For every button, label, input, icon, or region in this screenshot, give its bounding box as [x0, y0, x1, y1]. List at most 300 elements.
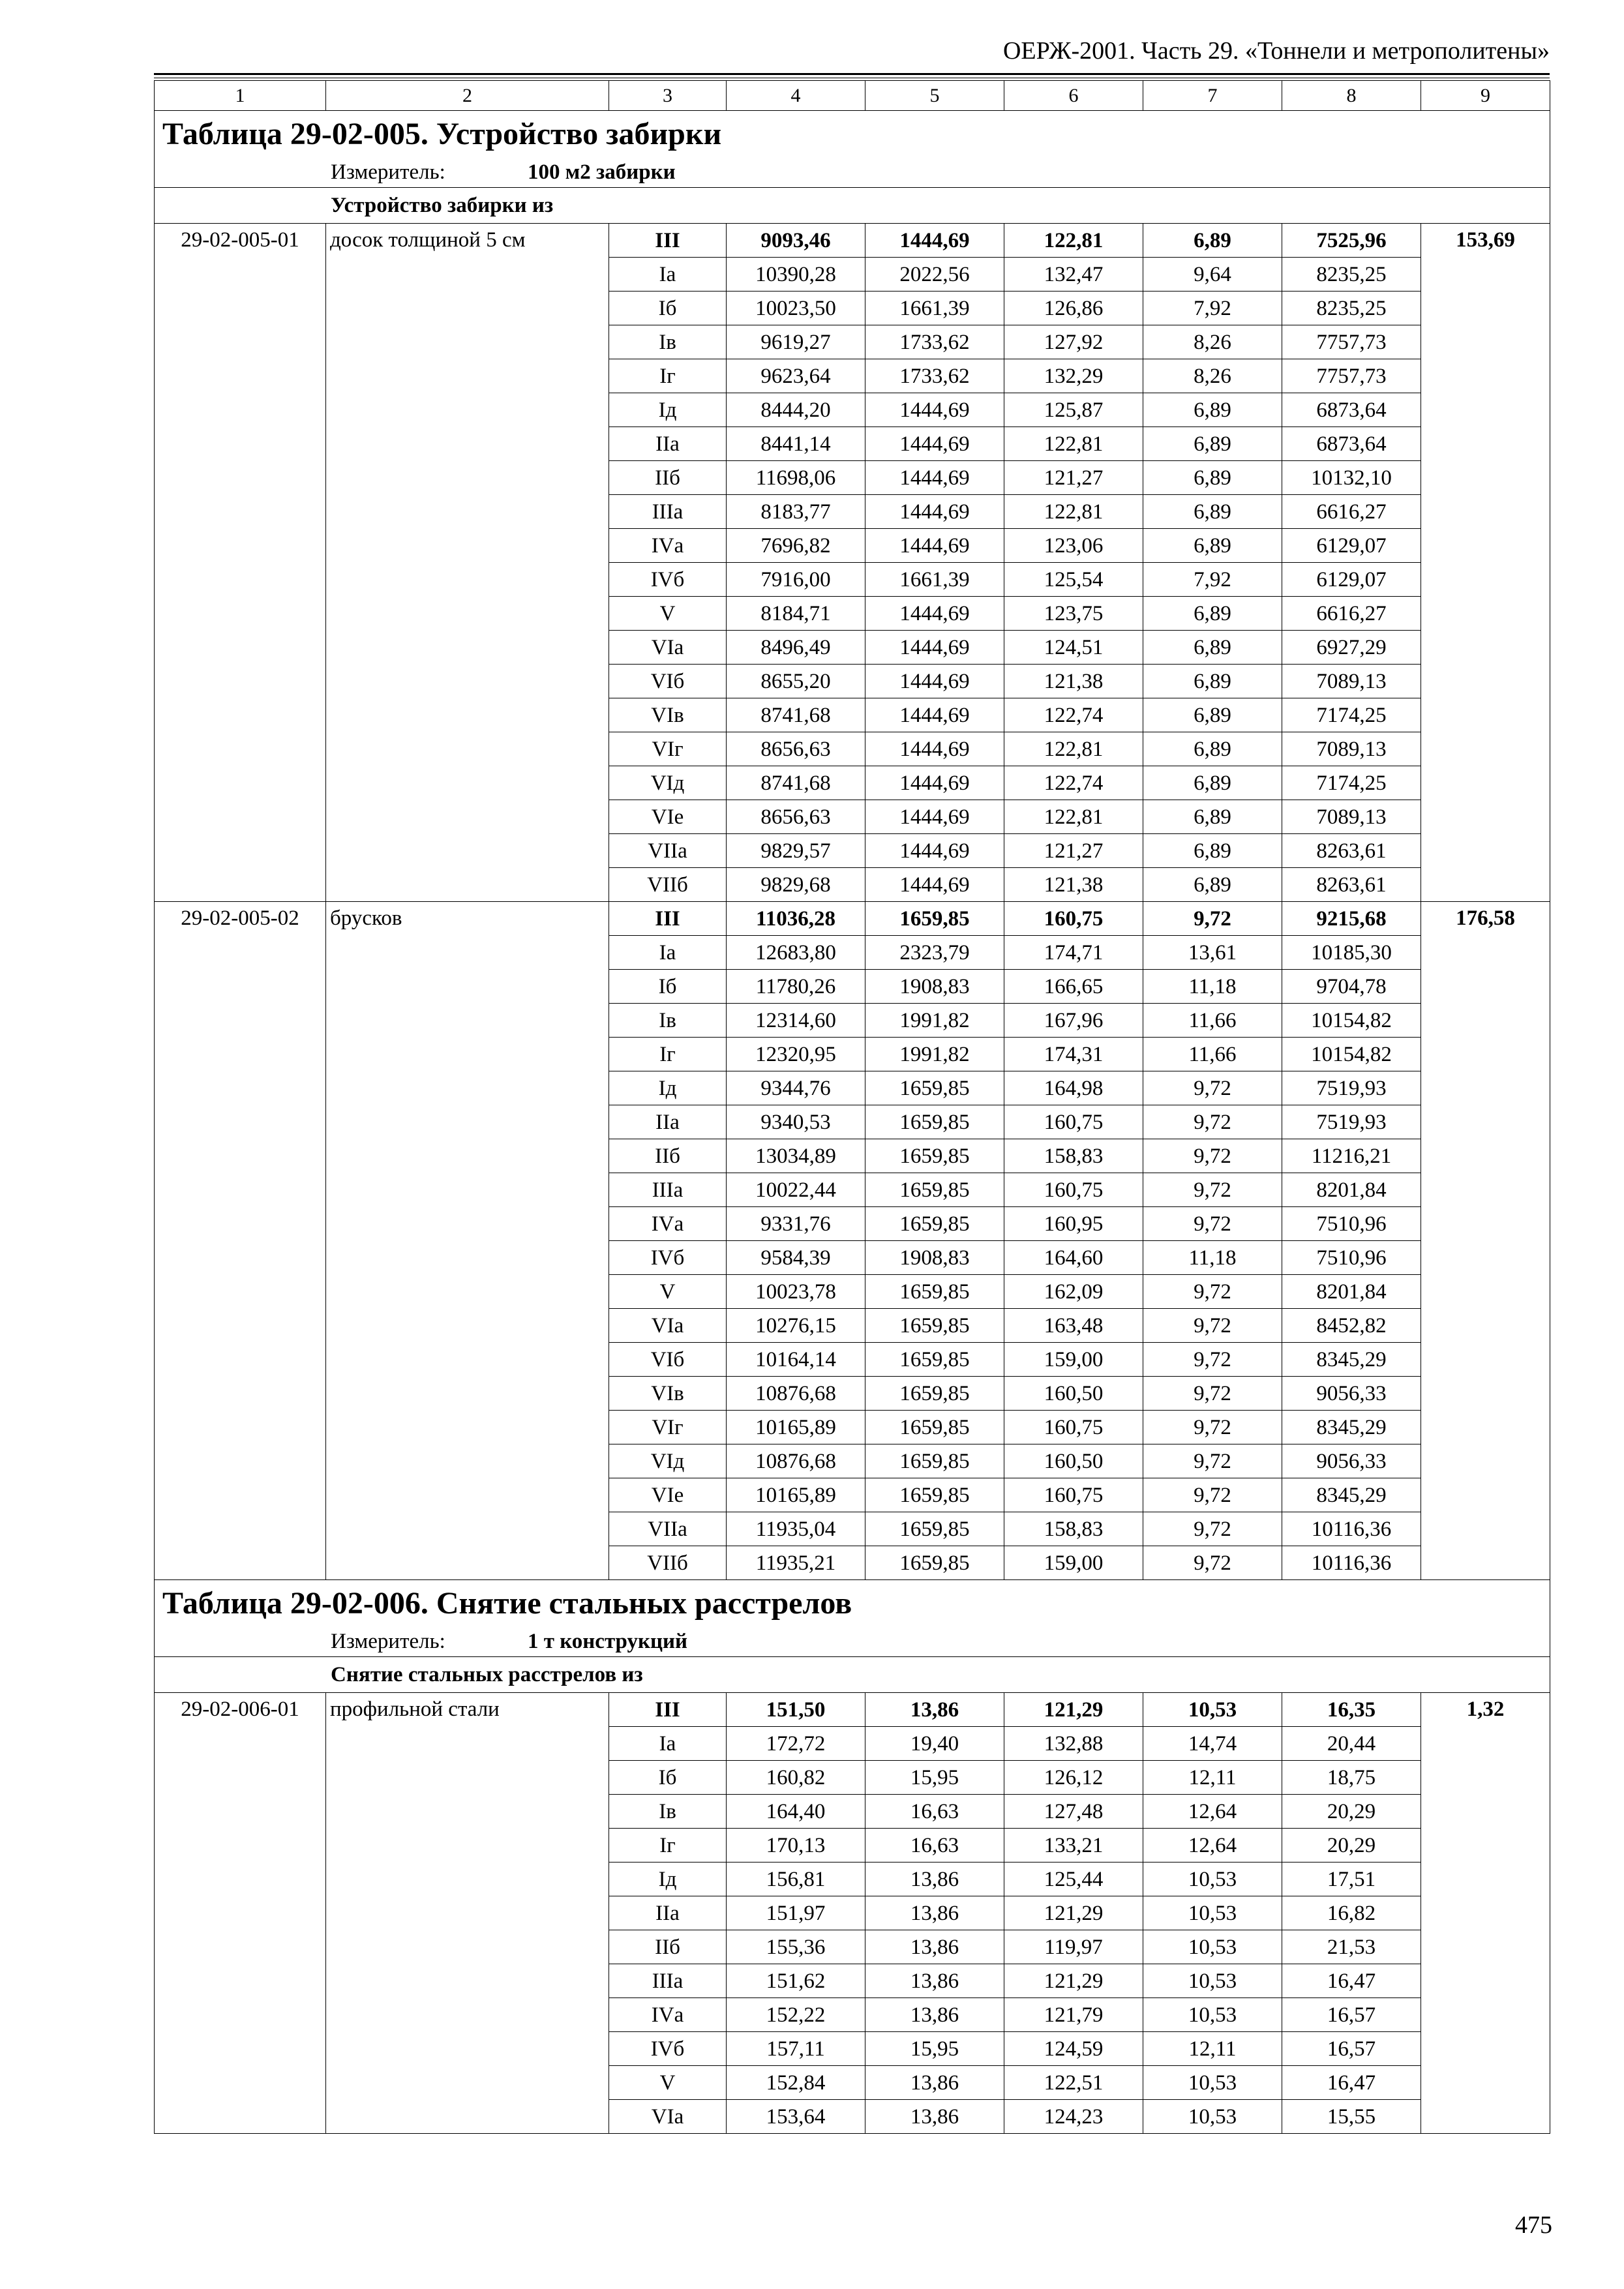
- value-cell: 1659,85: [865, 1173, 1004, 1207]
- value-cell: 1444,69: [865, 224, 1004, 258]
- value-cell: 6,89: [1143, 665, 1282, 698]
- region-cell: Iа: [609, 258, 727, 292]
- section-row: [155, 1657, 1550, 1693]
- value-cell: 122,74: [1004, 698, 1143, 732]
- value-cell: 122,81: [1004, 732, 1143, 766]
- value-cell: 133,21: [1004, 1829, 1143, 1863]
- value-cell: 9,72: [1143, 1512, 1282, 1546]
- value-cell: 124,59: [1004, 2032, 1143, 2066]
- value-cell: 10,53: [1143, 1998, 1282, 2032]
- table-title: Таблица 29-02-005. Устройство забирки: [155, 111, 1550, 157]
- value-cell: 172,72: [727, 1727, 865, 1761]
- value-cell: 166,65: [1004, 970, 1143, 1004]
- section-cell: [155, 188, 1550, 224]
- value-cell: 157,11: [727, 2032, 865, 2066]
- value-cell: 10876,68: [727, 1377, 865, 1411]
- region-cell: VIе: [609, 800, 727, 834]
- value-cell: 1444,69: [865, 834, 1004, 868]
- region-cell: IIIа: [609, 1173, 727, 1207]
- section-row: [155, 188, 1550, 224]
- value-cell: 167,96: [1004, 1004, 1143, 1038]
- value-cell: 10154,82: [1282, 1038, 1421, 1071]
- value-cell: 13,86: [865, 1896, 1004, 1930]
- value-cell: 11,66: [1143, 1004, 1282, 1038]
- measure-cell: [155, 157, 1550, 188]
- value-cell: 7525,96: [1282, 224, 1421, 258]
- value-cell: 1908,83: [865, 970, 1004, 1004]
- column-number: 5: [865, 81, 1004, 111]
- value-cell: 10165,89: [727, 1478, 865, 1512]
- region-cell: VIг: [609, 732, 727, 766]
- value-cell: 6,89: [1143, 868, 1282, 902]
- value-cell: 164,60: [1004, 1241, 1143, 1275]
- value-cell: 13,86: [865, 1863, 1004, 1896]
- value-cell: 7,92: [1143, 563, 1282, 597]
- table-title: Таблица 29-02-006. Снятие стальных расстрелов: [155, 1580, 1550, 1626]
- value-cell: 1659,85: [865, 1411, 1004, 1444]
- region-cell: Iа: [609, 1727, 727, 1761]
- value-cell: 12,64: [1143, 1829, 1282, 1863]
- value-cell: 6,89: [1143, 224, 1282, 258]
- value-cell: 164,40: [727, 1795, 865, 1829]
- value-cell: 8345,29: [1282, 1343, 1421, 1377]
- value-cell: 1733,62: [865, 325, 1004, 359]
- value-cell: 6616,27: [1282, 495, 1421, 529]
- value-cell: 7089,13: [1282, 732, 1421, 766]
- value-cell: 12314,60: [727, 1004, 865, 1038]
- region-cell: IVб: [609, 563, 727, 597]
- value-cell: 1444,69: [865, 529, 1004, 563]
- value-cell: 13034,89: [727, 1139, 865, 1173]
- value-cell: 6,89: [1143, 732, 1282, 766]
- value-cell: 9,72: [1143, 1071, 1282, 1105]
- value-cell: 18,75: [1282, 1761, 1421, 1795]
- region-cell: III: [609, 902, 727, 936]
- value-cell: 126,86: [1004, 292, 1143, 325]
- value-cell: 132,88: [1004, 1727, 1143, 1761]
- region-cell: VIг: [609, 1411, 727, 1444]
- value-cell: 125,44: [1004, 1863, 1143, 1896]
- rate-code: 29-02-005-01: [155, 224, 326, 902]
- region-cell: IIб: [609, 1139, 727, 1173]
- value-cell: 11698,06: [727, 461, 865, 495]
- value-cell: 9,72: [1143, 1411, 1282, 1444]
- value-cell: 19,40: [865, 1727, 1004, 1761]
- region-cell: Iд: [609, 1071, 727, 1105]
- value-cell: 151,97: [727, 1896, 865, 1930]
- value-cell: 6,89: [1143, 529, 1282, 563]
- value-cell: 20,29: [1282, 1829, 1421, 1863]
- value-cell: 10,53: [1143, 2100, 1282, 2134]
- column-number: 4: [727, 81, 865, 111]
- value-cell: 8655,20: [727, 665, 865, 698]
- value-cell: 8441,14: [727, 427, 865, 461]
- value-cell: 8,26: [1143, 325, 1282, 359]
- value-cell: 7174,25: [1282, 698, 1421, 732]
- value-cell: 10023,78: [727, 1275, 865, 1309]
- value-cell: 10116,36: [1282, 1512, 1421, 1546]
- region-cell: Iа: [609, 936, 727, 970]
- measure-label: Измеритель:: [331, 1629, 445, 1653]
- value-cell: 6,89: [1143, 461, 1282, 495]
- region-cell: VIIб: [609, 1546, 727, 1580]
- value-cell: 121,27: [1004, 461, 1143, 495]
- value-cell: 6,89: [1143, 631, 1282, 665]
- value-cell: 9623,64: [727, 359, 865, 393]
- region-cell: VIб: [609, 665, 727, 698]
- region-cell: IVа: [609, 1998, 727, 2032]
- value-cell: 9,72: [1143, 1207, 1282, 1241]
- rate-code: 29-02-006-01: [155, 1693, 326, 2134]
- value-cell: 10,53: [1143, 2066, 1282, 2100]
- value-cell: 160,75: [1004, 1411, 1143, 1444]
- value-cell: 7510,96: [1282, 1207, 1421, 1241]
- value-cell: 160,82: [727, 1761, 865, 1795]
- value-cell: 156,81: [727, 1863, 865, 1896]
- column-number: 2: [326, 81, 609, 111]
- region-cell: IIа: [609, 1105, 727, 1139]
- value-cell: 160,50: [1004, 1377, 1143, 1411]
- value-cell: 10,53: [1143, 1930, 1282, 1964]
- value-cell: 1659,85: [865, 1377, 1004, 1411]
- value-cell: 1659,85: [865, 1139, 1004, 1173]
- value-cell: 9,72: [1143, 1139, 1282, 1173]
- value-cell: 13,86: [865, 1998, 1004, 2032]
- value-cell: 121,27: [1004, 834, 1143, 868]
- value-cell: 7519,93: [1282, 1071, 1421, 1105]
- value-cell: 170,13: [727, 1829, 865, 1863]
- region-cell: Iв: [609, 1795, 727, 1829]
- value-cell: 8656,63: [727, 800, 865, 834]
- value-cell: 8184,71: [727, 597, 865, 631]
- value-cell: 12,64: [1143, 1795, 1282, 1829]
- column-number: 7: [1143, 81, 1282, 111]
- value-cell: 125,87: [1004, 393, 1143, 427]
- table-row: [155, 1693, 1550, 1727]
- value-cell: 11,18: [1143, 1241, 1282, 1275]
- value-cell: 152,22: [727, 1998, 865, 2032]
- value-cell: 10,53: [1143, 1964, 1282, 1998]
- value-cell: 2022,56: [865, 258, 1004, 292]
- value-cell: 160,95: [1004, 1207, 1143, 1241]
- value-cell: 123,75: [1004, 597, 1143, 631]
- value-cell: 1444,69: [865, 868, 1004, 902]
- value-cell: 127,92: [1004, 325, 1143, 359]
- value-cell: 1661,39: [865, 292, 1004, 325]
- work-name: профильной стали: [326, 1693, 609, 2134]
- region-cell: V: [609, 597, 727, 631]
- region-cell: Iд: [609, 393, 727, 427]
- value-cell: 15,55: [1282, 2100, 1421, 2134]
- value-cell: 8201,84: [1282, 1173, 1421, 1207]
- value-cell: 10116,36: [1282, 1546, 1421, 1580]
- value-cell: 10876,68: [727, 1444, 865, 1478]
- region-cell: Iб: [609, 970, 727, 1004]
- value-cell: 9619,27: [727, 325, 865, 359]
- table-body: [155, 81, 1550, 2134]
- value-cell: 13,86: [865, 2100, 1004, 2134]
- column-number-row: [155, 81, 1550, 111]
- value-cell: 21,53: [1282, 1930, 1421, 1964]
- value-cell: 12,11: [1143, 1761, 1282, 1795]
- region-cell: Iв: [609, 325, 727, 359]
- region-cell: III: [609, 1693, 727, 1727]
- region-cell: IVб: [609, 1241, 727, 1275]
- table-title-row: [155, 1580, 1550, 1626]
- value-cell: 122,81: [1004, 800, 1143, 834]
- value-cell: 10185,30: [1282, 936, 1421, 970]
- value-cell: 9340,53: [727, 1105, 865, 1139]
- value-cell: 164,98: [1004, 1071, 1143, 1105]
- region-cell: VIе: [609, 1478, 727, 1512]
- value-cell: 1659,85: [865, 1512, 1004, 1546]
- value-cell: 174,31: [1004, 1038, 1143, 1071]
- value-cell: 6927,29: [1282, 631, 1421, 665]
- header-rule: [154, 73, 1550, 75]
- value-cell: 122,81: [1004, 224, 1143, 258]
- region-cell: VIд: [609, 766, 727, 800]
- value-cell: 155,36: [727, 1930, 865, 1964]
- value-cell: 7757,73: [1282, 325, 1421, 359]
- region-cell: VIа: [609, 631, 727, 665]
- value-cell: 7174,25: [1282, 766, 1421, 800]
- region-cell: III: [609, 224, 727, 258]
- value-cell: 10,53: [1143, 1693, 1282, 1727]
- value-cell: 10154,82: [1282, 1004, 1421, 1038]
- labor-cost-cell: 1,32: [1421, 1693, 1550, 2134]
- page-number: 475: [1515, 2211, 1552, 2239]
- value-cell: 126,12: [1004, 1761, 1143, 1795]
- value-cell: 16,82: [1282, 1896, 1421, 1930]
- value-cell: 8452,82: [1282, 1309, 1421, 1343]
- value-cell: 1661,39: [865, 563, 1004, 597]
- value-cell: 1444,69: [865, 766, 1004, 800]
- region-cell: IIIа: [609, 495, 727, 529]
- value-cell: 16,35: [1282, 1693, 1421, 1727]
- value-cell: 11935,21: [727, 1546, 865, 1580]
- value-cell: 7916,00: [727, 563, 865, 597]
- measure-label: Измеритель:: [331, 160, 445, 184]
- value-cell: 9,72: [1143, 1478, 1282, 1512]
- value-cell: 1444,69: [865, 800, 1004, 834]
- value-cell: 7,92: [1143, 292, 1282, 325]
- value-cell: 160,50: [1004, 1444, 1143, 1478]
- value-cell: 12683,80: [727, 936, 865, 970]
- value-cell: 9215,68: [1282, 902, 1421, 936]
- measure-row: [155, 157, 1550, 188]
- value-cell: 1659,85: [865, 902, 1004, 936]
- value-cell: 9,72: [1143, 1377, 1282, 1411]
- value-cell: 121,38: [1004, 665, 1143, 698]
- value-cell: 119,97: [1004, 1930, 1143, 1964]
- value-cell: 6,89: [1143, 495, 1282, 529]
- region-cell: VIIа: [609, 1512, 727, 1546]
- value-cell: 14,74: [1143, 1727, 1282, 1761]
- value-cell: 1659,85: [865, 1546, 1004, 1580]
- value-cell: 9,72: [1143, 1444, 1282, 1478]
- value-cell: 10132,10: [1282, 461, 1421, 495]
- labor-cost-cell: 176,58: [1421, 902, 1550, 1580]
- region-cell: VIв: [609, 1377, 727, 1411]
- value-cell: 1444,69: [865, 427, 1004, 461]
- value-cell: 8235,25: [1282, 258, 1421, 292]
- value-cell: 9,64: [1143, 258, 1282, 292]
- value-cell: 7696,82: [727, 529, 865, 563]
- value-cell: 6873,64: [1282, 427, 1421, 461]
- value-cell: 121,29: [1004, 1896, 1143, 1930]
- table-title-row: [155, 111, 1550, 157]
- value-cell: 8,26: [1143, 359, 1282, 393]
- value-cell: 1991,82: [865, 1004, 1004, 1038]
- region-cell: VIд: [609, 1444, 727, 1478]
- region-cell: VIа: [609, 1309, 727, 1343]
- value-cell: 122,51: [1004, 2066, 1143, 2100]
- value-cell: 162,09: [1004, 1275, 1143, 1309]
- section-cell: [155, 1657, 1550, 1693]
- value-cell: 6129,07: [1282, 529, 1421, 563]
- value-cell: 20,44: [1282, 1727, 1421, 1761]
- table-row: [155, 224, 1550, 258]
- value-cell: 8444,20: [727, 393, 865, 427]
- region-cell: IVа: [609, 529, 727, 563]
- value-cell: 9056,33: [1282, 1444, 1421, 1478]
- value-cell: 20,29: [1282, 1795, 1421, 1829]
- value-cell: 1659,85: [865, 1071, 1004, 1105]
- value-cell: 9584,39: [727, 1241, 865, 1275]
- region-cell: VIIа: [609, 834, 727, 868]
- value-cell: 11216,21: [1282, 1139, 1421, 1173]
- value-cell: 125,54: [1004, 563, 1143, 597]
- value-cell: 163,48: [1004, 1309, 1143, 1343]
- value-cell: 1444,69: [865, 698, 1004, 732]
- value-cell: 10,53: [1143, 1896, 1282, 1930]
- value-cell: 10023,50: [727, 292, 865, 325]
- value-cell: 151,50: [727, 1693, 865, 1727]
- value-cell: 16,57: [1282, 1998, 1421, 2032]
- value-cell: 10164,14: [727, 1343, 865, 1377]
- value-cell: 8183,77: [727, 495, 865, 529]
- column-number: 1: [155, 81, 326, 111]
- value-cell: 9344,76: [727, 1071, 865, 1105]
- value-cell: 160,75: [1004, 1478, 1143, 1512]
- value-cell: 1659,85: [865, 1343, 1004, 1377]
- value-cell: 9093,46: [727, 224, 865, 258]
- value-cell: 127,48: [1004, 1795, 1143, 1829]
- labor-cost-cell: 153,69: [1421, 224, 1550, 902]
- value-cell: 16,47: [1282, 2066, 1421, 2100]
- value-cell: 1444,69: [865, 597, 1004, 631]
- value-cell: 122,81: [1004, 427, 1143, 461]
- value-cell: 6616,27: [1282, 597, 1421, 631]
- value-cell: 1444,69: [865, 461, 1004, 495]
- value-cell: 152,84: [727, 2066, 865, 2100]
- value-cell: 7519,93: [1282, 1105, 1421, 1139]
- value-cell: 7510,96: [1282, 1241, 1421, 1275]
- value-cell: 17,51: [1282, 1863, 1421, 1896]
- value-cell: 10022,44: [727, 1173, 865, 1207]
- value-cell: 8496,49: [727, 631, 865, 665]
- value-cell: 13,61: [1143, 936, 1282, 970]
- value-cell: 15,95: [865, 2032, 1004, 2066]
- value-cell: 2323,79: [865, 936, 1004, 970]
- value-cell: 121,29: [1004, 1693, 1143, 1727]
- value-cell: 8741,68: [727, 698, 865, 732]
- value-cell: 8345,29: [1282, 1411, 1421, 1444]
- work-name: досок толщиной 5 см: [326, 224, 609, 902]
- value-cell: 159,00: [1004, 1546, 1143, 1580]
- value-cell: 1444,69: [865, 732, 1004, 766]
- value-cell: 12320,95: [727, 1038, 865, 1071]
- region-cell: IIIа: [609, 1964, 727, 1998]
- value-cell: 7757,73: [1282, 359, 1421, 393]
- value-cell: 151,62: [727, 1964, 865, 1998]
- value-cell: 1659,85: [865, 1444, 1004, 1478]
- region-cell: Iг: [609, 359, 727, 393]
- value-cell: 122,74: [1004, 766, 1143, 800]
- rate-code: 29-02-005-02: [155, 902, 326, 1580]
- value-cell: 10165,89: [727, 1411, 865, 1444]
- value-cell: 132,29: [1004, 359, 1143, 393]
- value-cell: 122,81: [1004, 495, 1143, 529]
- value-cell: 1991,82: [865, 1038, 1004, 1071]
- value-cell: 1659,85: [865, 1309, 1004, 1343]
- value-cell: 8201,84: [1282, 1275, 1421, 1309]
- value-cell: 11780,26: [727, 970, 865, 1004]
- region-cell: Iд: [609, 1863, 727, 1896]
- value-cell: 1659,85: [865, 1207, 1004, 1241]
- value-cell: 11,18: [1143, 970, 1282, 1004]
- value-cell: 9829,57: [727, 834, 865, 868]
- value-cell: 1908,83: [865, 1241, 1004, 1275]
- value-cell: 6,89: [1143, 393, 1282, 427]
- value-cell: 16,47: [1282, 1964, 1421, 1998]
- section-heading: Снятие стальных расстрелов из: [331, 1663, 643, 1686]
- value-cell: 13,86: [865, 1930, 1004, 1964]
- value-cell: 9,72: [1143, 1343, 1282, 1377]
- value-cell: 13,86: [865, 1964, 1004, 1998]
- work-name: брусков: [326, 902, 609, 1580]
- column-number: 6: [1004, 81, 1143, 111]
- region-cell: IIа: [609, 1896, 727, 1930]
- running-title: ОЕРЖ-2001. Часть 29. «Тоннели и метрополитены»: [1002, 37, 1550, 65]
- value-cell: 124,51: [1004, 631, 1143, 665]
- region-cell: Iб: [609, 292, 727, 325]
- value-cell: 6,89: [1143, 800, 1282, 834]
- value-cell: 1444,69: [865, 393, 1004, 427]
- value-cell: 10276,15: [727, 1309, 865, 1343]
- table-row: [155, 902, 1550, 936]
- measure-value: 1 т конструкций: [528, 1629, 688, 1653]
- value-cell: 8741,68: [727, 766, 865, 800]
- value-cell: 121,29: [1004, 1964, 1143, 1998]
- region-cell: Iг: [609, 1829, 727, 1863]
- value-cell: 15,95: [865, 1761, 1004, 1795]
- value-cell: 6,89: [1143, 834, 1282, 868]
- value-cell: 9,72: [1143, 902, 1282, 936]
- value-cell: 8263,61: [1282, 868, 1421, 902]
- value-cell: 9,72: [1143, 1275, 1282, 1309]
- value-cell: 160,75: [1004, 1173, 1143, 1207]
- value-cell: 16,63: [865, 1829, 1004, 1863]
- region-cell: V: [609, 2066, 727, 2100]
- column-number: 9: [1421, 81, 1550, 111]
- region-cell: Iб: [609, 1761, 727, 1795]
- value-cell: 121,79: [1004, 1998, 1143, 2032]
- value-cell: 8656,63: [727, 732, 865, 766]
- value-cell: 160,75: [1004, 902, 1143, 936]
- measure-value: 100 м2 забирки: [528, 160, 676, 184]
- value-cell: 158,83: [1004, 1139, 1143, 1173]
